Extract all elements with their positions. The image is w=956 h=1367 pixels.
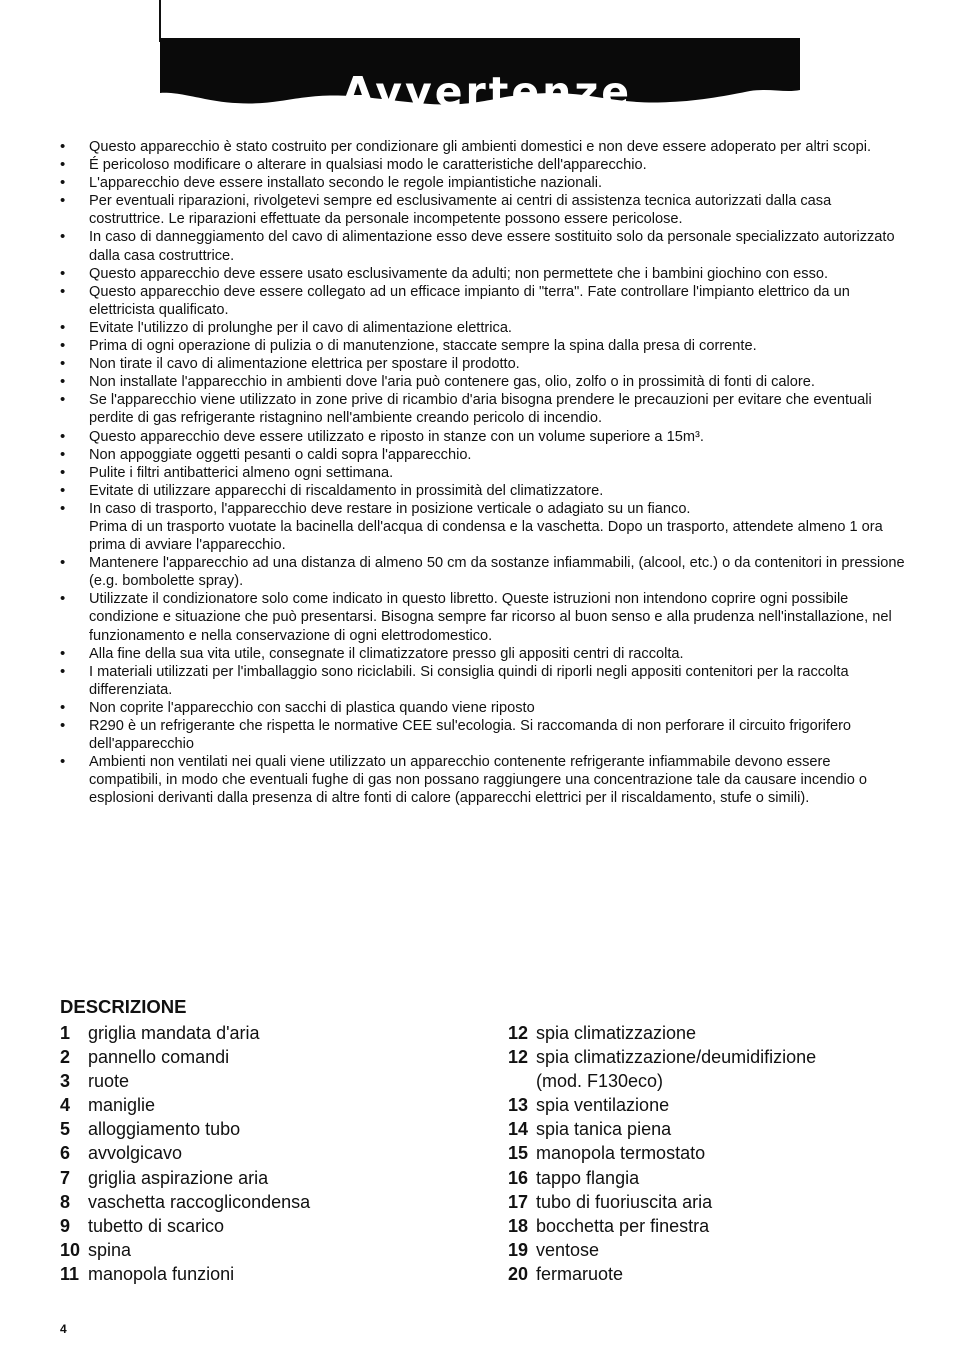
description-item-label: griglia aspirazione aria <box>88 1167 269 1188</box>
warning-text: Alla fine della sua vita utile, consegnate il climatizzatore presso gli appositi centri di raccolta. <box>89 645 684 662</box>
description-item-label: spia ventilazione <box>536 1095 670 1116</box>
description-item-number: 9 <box>60 1215 71 1236</box>
description-item-number: 8 <box>60 1191 71 1212</box>
description-item-label: tubo di fuoriuscita aria <box>536 1191 713 1212</box>
description-item-number: 20 <box>508 1263 529 1284</box>
description-item-number: 11 <box>60 1263 80 1284</box>
warning-text: I materiali utilizzati per l'imballaggio sono riciclabili. Si consiglia quindi di riporli negli appositi contenitori per la raccolta differenziata. <box>89 663 849 698</box>
description-title: DESCRIZIONE <box>60 996 187 1017</box>
description-item-number: 16 <box>508 1167 529 1188</box>
description-item-label: vaschetta raccoglicondensa <box>88 1191 311 1212</box>
warning-item <box>60 464 906 482</box>
description-item-number: 18 <box>508 1215 529 1236</box>
warning-item <box>60 138 906 156</box>
warning-item <box>60 355 906 373</box>
description-item-label: pannello comandi <box>88 1047 230 1068</box>
warning-text: Prima di ogni operazione di pulizia o di manutenzione, staccate sempre la spina dalla presa di corrente. <box>89 338 757 355</box>
description-item <box>60 1238 480 1262</box>
warning-item <box>60 192 906 228</box>
page-number: 4 <box>60 1322 67 1336</box>
description-list-left <box>60 1021 480 1286</box>
description-item <box>508 1093 928 1117</box>
warning-text: Non appoggiate oggetti pesanti o caldi sopra l'apparecchio. <box>89 446 472 463</box>
description-item <box>508 1117 928 1141</box>
description-item <box>60 1093 480 1117</box>
description-item-label: ruote <box>88 1071 130 1092</box>
warning-text: Mantenere l'apparecchio ad una distanza di almeno 50 cm da sostanze infiammabili, (alcool, etc.) o da contenitori in pressione (e.g. bombolette spray). <box>89 555 905 590</box>
warning-text: L'apparecchio deve essere installato secondo le regole impiantistiche nazionali. <box>89 175 603 192</box>
warning-item <box>60 446 906 464</box>
page-title: Avvertenze <box>342 68 633 116</box>
warning-item <box>60 482 906 500</box>
description-item-label: maniglie <box>88 1095 156 1116</box>
description-item-number: 13 <box>508 1095 529 1116</box>
warning-item <box>60 717 906 753</box>
warning-text: Evitate l'utilizzo di prolunghe per il cavo di alimentazione elettrica. <box>89 319 512 336</box>
description-item <box>60 1190 480 1214</box>
warning-text: In caso di trasporto, l'apparecchio deve restare in posizione verticale o adagiato su un fianco. <box>89 500 691 517</box>
description-item <box>508 1238 928 1262</box>
warning-item <box>60 373 906 391</box>
description-item-number: 12 <box>508 1047 529 1068</box>
warning-continuation: Prima di un trasporto vuotate la bacinella dell'acqua di condensa e la vaschetta. Dopo un trasporto, attendete almeno 1 ora prima di avviare l'apparecchio. <box>89 518 883 554</box>
description-list-right <box>508 1021 928 1286</box>
warning-text: In caso di danneggiamento del cavo di alimentazione esso deve essere sostituito solo da personale specializzato autorizzato dalla casa costruttrice. <box>89 229 895 264</box>
warning-text: Ambienti non ventilati nei quali viene utilizzato un apparecchio contenente refrigerante infiammabile devono essere compatibili, in modo che eventuali fughe di gas non possano raggiungere una concentrazione tale da causare incendio o esplosioni derivanti dalla presenza di altre fonti di calore (apparecchi elettrici per il riscaldamento, stufe o simili). <box>89 754 868 807</box>
description-item <box>60 1141 480 1165</box>
warning-item <box>60 699 906 717</box>
warning-item <box>60 645 906 663</box>
warning-item <box>60 663 906 699</box>
warning-text: Non coprite l'apparecchio con sacchi di plastica quando viene riposto <box>89 699 535 716</box>
description-item-number: 3 <box>60 1071 71 1092</box>
description-item-label: spia climatizzazione/deumidifizione <box>536 1047 817 1068</box>
description-item-label: tubetto di scarico <box>88 1215 225 1236</box>
description-item <box>508 1045 928 1093</box>
warning-text: Questo apparecchio deve essere collegato ad un efficace impianto di "terra". Fate controllare l'impianto elettrico da un elettricista qualificato. <box>89 283 850 318</box>
description-item <box>60 1166 480 1190</box>
warning-item <box>60 265 906 283</box>
warning-item <box>60 428 906 446</box>
description-item <box>60 1262 480 1286</box>
description-item <box>60 1069 480 1093</box>
description-item-label: fermaruote <box>536 1263 624 1284</box>
warning-text: Utilizzate il condizionatore solo come indicato in questo libretto. Queste istruzioni non intendono coprire ogni possibile condizione e situazione che può presentarsi. Bisogna sempre far ricorso al buon senso e alla prudenza nell'installazione, nel funzionamento e nella conservazione di ogni elettrodomestico. <box>89 591 892 644</box>
description-item-number: 4 <box>60 1095 71 1116</box>
warning-item <box>60 753 906 807</box>
description-item-number: 15 <box>508 1143 529 1164</box>
warning-text: Non installate l'apparecchio in ambienti dove l'aria può contenere gas, olio, zolfo o in prossimità di fonti di calore. <box>89 374 815 391</box>
description-item <box>508 1141 928 1165</box>
description-item-number: 2 <box>60 1047 71 1068</box>
warnings-list <box>60 138 906 807</box>
description-item <box>508 1190 928 1214</box>
description-item-continuation: (mod. F130eco) <box>536 1071 664 1092</box>
description-item-label: bocchetta per finestra <box>536 1215 710 1236</box>
warning-text: Questo apparecchio è stato costruito per condizionare gli ambienti domestici e non deve essere adoperato per altri scopi. <box>89 139 872 155</box>
warning-item <box>60 590 906 644</box>
warning-text: Pulite i filtri antibatterici almeno ogni settimana. <box>89 464 394 481</box>
description-item-label: alloggiamento tubo <box>88 1119 241 1140</box>
description-item-number: 5 <box>60 1119 71 1140</box>
description-item <box>508 1214 928 1238</box>
description-item-label: spia tanica piena <box>536 1119 672 1140</box>
warning-text: Questo apparecchio deve essere usato esclusivamente da adulti; non permettete che i bambini giochino con esso. <box>89 265 829 282</box>
header-banner <box>160 38 800 116</box>
description-item <box>60 1045 480 1069</box>
description-item-number: 1 <box>60 1023 71 1043</box>
warning-text: R290 è un refrigerante che rispetta le normative CEE sul'ecologia. Si raccomanda di non perforare il circuito frigorifero dell'apparecchio <box>89 718 852 753</box>
description-item-number: 6 <box>60 1143 71 1164</box>
warning-text: Questo apparecchio deve essere utilizzato e riposto in stanze con un volume superiore a 15m³. <box>89 428 704 445</box>
description-item-number: 14 <box>508 1119 529 1140</box>
description-item-label: griglia mandata d'aria <box>88 1023 260 1043</box>
description-item-label: manopola funzioni <box>88 1263 235 1284</box>
description-item-label: spia climatizzazione <box>536 1023 697 1043</box>
description-item-label: avvolgicavo <box>88 1143 183 1164</box>
description-item <box>60 1214 480 1238</box>
warning-item <box>60 337 906 355</box>
description-item <box>508 1021 928 1045</box>
description-item-label: manopola termostato <box>536 1143 706 1164</box>
description-item-number: 19 <box>508 1239 529 1260</box>
description-item-number: 12 <box>508 1023 529 1043</box>
warning-item <box>60 228 906 264</box>
description-item <box>60 1021 480 1045</box>
warning-text: Se l'apparecchio viene utilizzato in zone prive di ricambio d'aria bisogna prendere le precauzioni per evitare che eventuali perdite di gas refrigerante ristagnino nell'ambiente creando pericolo di incendio. <box>89 392 872 427</box>
warning-text: Non tirate il cavo di alimentazione elettrica per spostare il prodotto. <box>89 356 520 373</box>
warning-item <box>60 283 906 319</box>
description-item <box>508 1166 928 1190</box>
top-rule <box>159 0 161 42</box>
warning-item <box>60 500 906 554</box>
description-item <box>508 1262 928 1286</box>
warning-item <box>60 391 906 427</box>
warning-text: Evitate di utilizzare apparecchi di riscaldamento in prossimità del climatizzatore. <box>89 482 604 499</box>
warning-item <box>60 554 906 590</box>
description-item-label: tappo flangia <box>536 1167 640 1188</box>
warning-item <box>60 319 906 337</box>
warning-item <box>60 156 906 174</box>
warning-text: É pericoloso modificare o alterare in qualsiasi modo le caratteristiche dell'apparecchio. <box>89 157 647 174</box>
warning-item <box>60 174 906 192</box>
description-item-label: ventose <box>536 1239 600 1260</box>
warning-text: Per eventuali riparazioni, rivolgetevi sempre ed esclusivamente ai centri di assistenza tecnica autorizzati dalla casa costruttrice. Le riparazioni effettuate da personale incompetente possono essere pericolose. <box>89 193 832 228</box>
description-item-number: 7 <box>60 1167 71 1188</box>
description-item-number: 17 <box>508 1191 529 1212</box>
description-item-label: spina <box>88 1239 132 1260</box>
description-item <box>60 1117 480 1141</box>
description-item-number: 10 <box>60 1239 81 1260</box>
